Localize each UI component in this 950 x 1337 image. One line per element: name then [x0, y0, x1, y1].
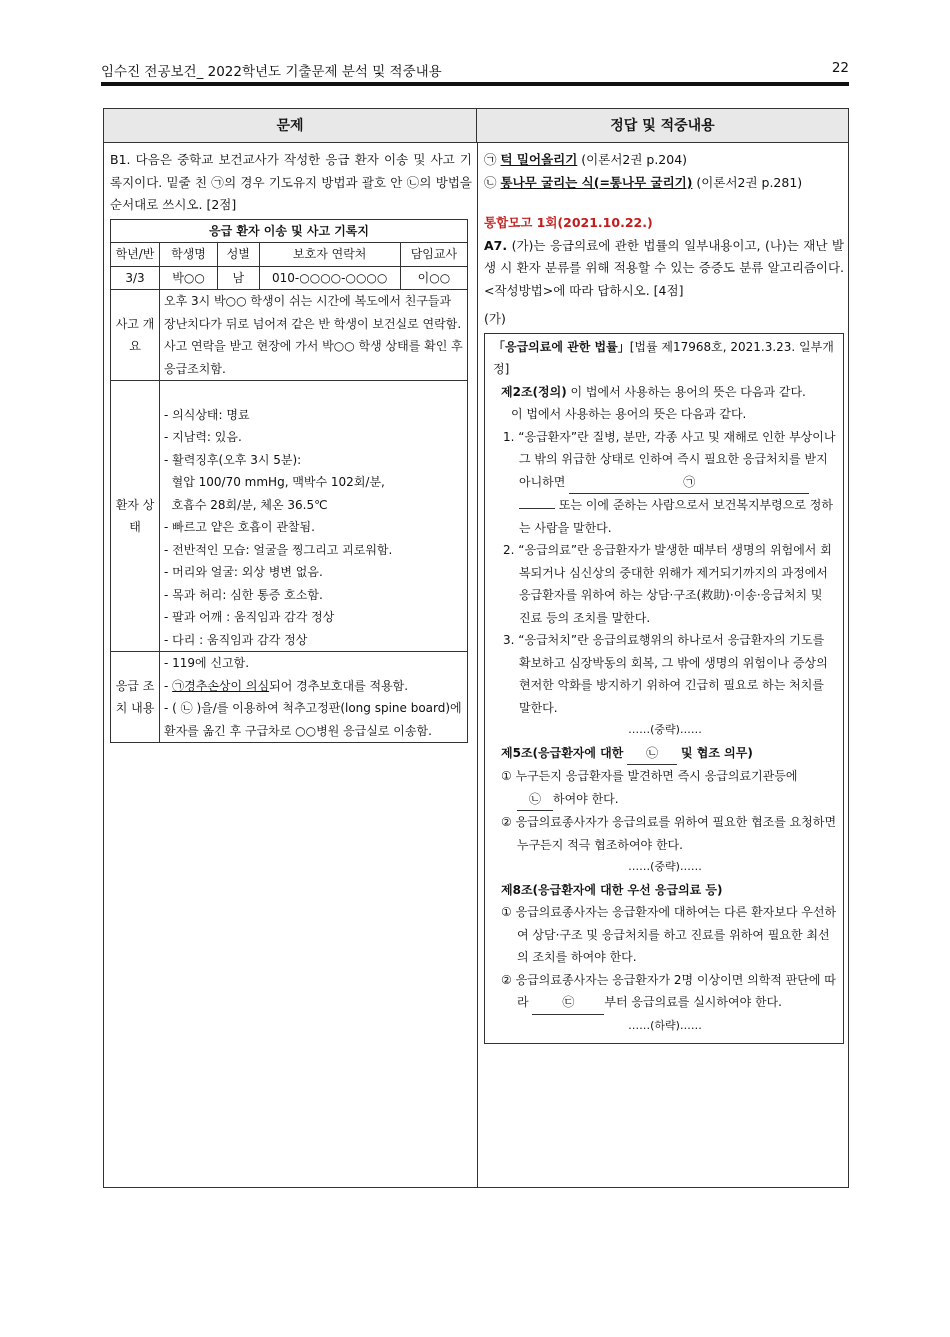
content-table	[103, 108, 849, 1188]
data-cell: 이○○	[400, 266, 467, 290]
answer-ref: (이론서2권 p.204)	[581, 152, 688, 167]
answer-1	[484, 149, 844, 172]
part-ga-label: (가)	[484, 311, 506, 326]
data-cell: 박○○	[160, 266, 218, 290]
status-item: - 빠르고 얕은 호흡이 관찰됨.	[164, 520, 315, 534]
answer-text: 통나무 굴리는 식(=통나무 굴리기)	[500, 174, 693, 190]
article-5-heading	[493, 742, 837, 766]
status-item: - 의식상태: 명료	[164, 407, 250, 422]
definition-3: 3. “응급처치”란 응급의료행위의 하나로서 응급환자의 기도를 확보하고 심장박동의 회복, 그 밖에 생명의 위험이나 증상의 현저한 악화를 방지하기 위하여 긴급히 필요로 하는 처치를 말한다.	[503, 633, 828, 715]
header-cell: 학생명	[160, 243, 218, 267]
action-item	[164, 675, 463, 698]
record-header-row	[111, 243, 468, 267]
definition-2: 2. “응급의료”란 응급환자가 발생한 때부터 생명의 위험에서 회복되거나 심신상의 중대한 위해가 제거되기까지의 과정에서 응급환자를 위하여 하는 상담·구조(救助)·이송·응급처치 및 진료 등의 조치를 말한다.	[503, 543, 832, 625]
record-data-row	[111, 266, 468, 290]
article-2-title: 제2조(정의)	[501, 384, 567, 399]
mock-exam-title: 통합모고 1회(2021.10.22.)	[484, 215, 653, 230]
status-item: - 지남력: 있음.	[164, 430, 242, 444]
definition-1-rest: 또는 이에 준하는 사람으로서 보건복지부령으로 정하는 사람을 말한다.	[519, 498, 833, 535]
status-list	[160, 381, 468, 652]
status-item: 혈압 100/70 mmHg, 맥박수 102회/분,	[164, 475, 385, 489]
column-header-answer: 정답 및 적중내용	[477, 109, 848, 143]
status-item: - 머리와 얼굴: 외상 병변 없음.	[164, 565, 323, 579]
action-row	[111, 652, 468, 743]
mock-question-number: A7.	[484, 237, 508, 253]
status-row	[111, 381, 468, 652]
mock-question	[484, 235, 844, 303]
article-2-intro-repeat: 이 법에서 사용하는 용어의 뜻은 다음과 같다.	[511, 407, 747, 421]
question-text: B1. 다음은 중학교 보건교사가 작성한 응급 환자 이송 및 사고 기록지이다. 밑줄 친 ㉠의 경우 기도유지 방법과 괄호 안 ㉡의 방법을 순서대로 쓰시오. [2점]	[110, 152, 472, 212]
status-item: - 다리 : 움직임과 감각 정상	[164, 632, 308, 647]
answer-text: 턱 밀어올리기	[500, 152, 578, 167]
record-table-title: 응급 환자 이송 및 사고 기록지	[111, 219, 468, 243]
law-title: 「응급의료에 관한 법률」	[493, 339, 630, 354]
header-cell: 담임교사	[400, 243, 467, 267]
page-number: 22	[831, 60, 849, 76]
status-item: - 활력징후(오후 3시 5분):	[164, 452, 302, 467]
header-cell: 성별	[218, 243, 260, 267]
article-5-item-1-end: 하여야 한다.	[553, 791, 619, 806]
question-column	[110, 149, 472, 743]
data-cell: 010-○○○○-○○○○	[259, 266, 400, 290]
article-2-heading	[493, 381, 837, 404]
definition-1	[493, 426, 837, 540]
status-item: 호흡수 28회/분, 체온 36.5℃	[164, 497, 328, 512]
accident-label: 사고 개요	[111, 290, 160, 381]
definition-1-text: 1. “응급환자”란 질병, 분만, 각종 사고 및 재해로 인한 부상이나 그 밖의 위급한 상태로 인하여 즉시 필요한 응급처치를 받지 아니하면	[503, 429, 836, 489]
article-5-item-1	[493, 765, 837, 811]
blank-2b: ㉡	[517, 788, 553, 812]
status-label: 환자 상태	[111, 381, 160, 652]
law-excerpt-box	[484, 333, 844, 1045]
status-item: - 팔과 어깨 : 움직임과 감각 정상	[164, 610, 335, 624]
article-8-item-2-text: ② 응급의료종사자는 응급환자가 2명 이상이면 의학적 판단에 따라	[501, 972, 836, 1009]
law-header	[493, 336, 837, 381]
header-cell: 보호자 연락처	[259, 243, 400, 267]
data-cell: 3/3	[111, 266, 160, 290]
action-label: 응급 조치 내용	[111, 652, 160, 743]
article-8-heading	[493, 879, 837, 902]
action-item: - ( ㉡ )을/를 이용하여 척추고정판(long spine board)에 환자를 옮긴 후 구급차로 ○○병원 응급실로 이송함.	[164, 701, 462, 738]
action-item: - 119에 신고함.	[164, 656, 250, 670]
blank-3: ㉢	[532, 991, 604, 1015]
page-header	[101, 58, 849, 80]
article-5-item-1-text: ① 누구든지 응급환자를 발견하면 즉시 응급의료기관등에	[501, 769, 798, 783]
column-header-question: 문제	[104, 109, 477, 143]
status-item: - 목과 허리: 심한 통증 호소함.	[164, 587, 323, 602]
accident-row	[111, 290, 468, 381]
article-5-title-end: 및 협조 의무)	[681, 745, 753, 760]
omission-mark: ……(하략)……	[628, 1018, 702, 1032]
status-item: - 전반적인 모습: 얼굴을 찡그리고 괴로워함.	[164, 542, 393, 557]
record-table	[110, 219, 468, 744]
mock-question-text: (가)는 응급의료에 관한 법률의 일부내용이고, (나)는 재난 발생 시 환자 분류를 위해 적용할 수 있는 증증도 분류 알고리즘이다. <작성방법>에 따라 답하시오. [4점]	[484, 237, 844, 298]
article-8-item-2-end: 부터 응급의료를 실시하여야 한다.	[604, 995, 782, 1009]
answer-mark: ㉡	[484, 174, 497, 190]
omission-mark: ……(중략)……	[628, 723, 702, 736]
article-8-item-1: ① 응급의료종사자는 응급환자에 대하여는 다른 환자보다 우선하여 상담·구조 및 응급처치를 하고 진료를 위하여 필요한 최선의 조치를 하여야 한다.	[501, 905, 837, 964]
article-8-item-2	[493, 969, 837, 1015]
article-8-title: 제8조(응급환자에 대한 우선 응급의료 등)	[501, 882, 723, 897]
column-divider	[477, 143, 478, 1187]
action-suffix: 되어 경추보호대를 적용함.	[269, 678, 409, 693]
law-reference: [법률 제17968호, 2021.3.23. 일부개정]	[493, 339, 834, 376]
blank-2: ㉡	[627, 742, 677, 766]
answer-ref: (이론서2권 p.281)	[696, 174, 803, 190]
article-2-intro: 이 법에서 사용하는 용어의 뜻은 다음과 같다.	[570, 384, 806, 399]
action-list	[160, 652, 468, 743]
answer-2	[484, 172, 844, 195]
header-cell: 학년/반	[111, 243, 160, 267]
article-5-title: 제5조(응급환자에 대한	[501, 745, 624, 760]
header-title: 임수진 전공보건_ 2022학년도 기출문제 분석 및 적중내용	[101, 64, 442, 80]
action-prefix: -	[164, 678, 173, 693]
omission-mark: ……(중략)……	[628, 860, 702, 873]
blank-1-continued	[519, 508, 555, 509]
accident-text: 오후 3시 박○○ 학생이 쉬는 시간에 복도에서 친구들과 장난치다가 뒤로 넘어져 같은 반 학생이 보건실로 연락함. 사고 연락을 받고 현장에 가서 박○○ 학생 상태를 확인 후 응급조치함.	[160, 290, 468, 381]
answer-column	[484, 149, 844, 1044]
data-cell: 남	[218, 266, 260, 290]
header-rule	[101, 82, 849, 86]
answer-mark: ㉠	[484, 152, 497, 167]
underlined-phrase: ㉠경추손상이 의심	[172, 678, 270, 693]
blank-1: ㉠	[569, 471, 809, 495]
article-5-item-2: ② 응급의료종사자가 응급의료를 위하여 필요한 협조를 요청하면 누구든지 적극 협조하여야 한다.	[501, 815, 837, 852]
